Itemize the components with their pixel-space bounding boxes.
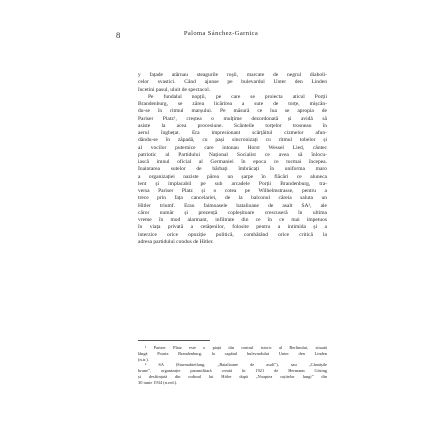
text-line: încetini pasul, uluit de spectacol. [138,86,211,93]
text-line: celor svastici. Când ajunse pe bulevardul Unter den Linden [138,79,327,86]
text-line: patriotic al Partidului Național Socialist ce avea să înlocu- [138,151,327,158]
page-number: 8 [116,30,121,40]
text-line: Pariser Platz¹, creștea o mulțime dezordonată și avidă să [138,115,327,122]
text-line: du-se în ritmul marșului. Pe măsură ce lua se apropia de [138,108,327,115]
footnote-line: brune”, organizație paramilitară creată în 1921 de Hermann Göring [138,368,327,374]
text-line: iască imnul oficial al Germaniei în epoca ce tocmai începea. [138,159,327,165]
footnote-line: ² SA (Sturmabteilung, „Batalioane de asalt”), sau „Cămășile [145,362,327,368]
footnote-line: și desființată din ordinul lui Hitler după „Noaptea cuțitelor lungi” din [138,373,327,379]
text-line: aerul înghețat. Era impresionant scârțâitul cizmelor afun- [138,130,327,136]
text-line: versa Pariser Platz și o cotea pe Wilhelmstrasse, pentru a [138,188,327,194]
text-line: în viața privată a cetățenilor, folosite pentru a intimida și a [138,224,327,231]
text-line: y fațade atârnau steagurile roșii, marcate de negrul diaboli- [138,72,327,78]
text-line: Înaintarea sutelor de bărbați îmbrăcați în uniforma maro [138,166,327,173]
running-head: Paloma Sánchez-Garnica [183,30,259,37]
text-line: asiste la acea procesiune. Scânteile torțelor trosneau în [138,122,327,129]
text-line: căror număr și prezență copleșitoare crescuseră în ultima [138,209,327,216]
text-line: Hitler triumf. Erau faimoasele batalioane de asalt SA², ale [138,202,327,209]
text-line: Brandenburg, se zărea licărirea a sute de torțe, mișcân- [138,101,327,107]
text-line: lent și implacabil pe sub arcadele Porții Brandenburg, tra- [138,180,327,187]
footnote-divider [138,340,210,341]
text-line: al vocilor puternice care intonau Horst Wessel Lied, cântec [138,144,327,151]
body-text [138,72,327,246]
text-line: Pe fundalul nopții, pe care se proiecta aticul Porții [148,93,327,100]
text-line: trece prin fața cancelariei, de la balconul căreia saluta un [138,195,327,202]
text-line: vreme în mod alarmant, infiltrate din ce în ce mai impetuos [138,217,327,223]
footnote-line: lângă Poarta Brandenburg, la capătul bulevardului Unter den Linden [138,350,327,356]
text-line: adresa partidului condus de Hitler. [138,238,214,245]
text-line: interzice orice opoziție politică, combătând orice critică la [138,231,327,238]
page-header [116,30,326,42]
text-line: dându-se în zăpadă, cu pași sincronizați cu ritmul tobelor și [138,137,327,144]
text-line: a organizației naziste părea un șarpe în flăcări ce aluneca [138,173,327,180]
footnote-line: (n.tr.). [138,356,149,362]
footnote-line: 30 iunie 1934 (n.red.). [138,379,178,385]
footnotes [138,345,327,386]
footnote-line: ¹ Pariser Platz este o piață din centrul istoric al Berlinului, situată [145,345,327,350]
